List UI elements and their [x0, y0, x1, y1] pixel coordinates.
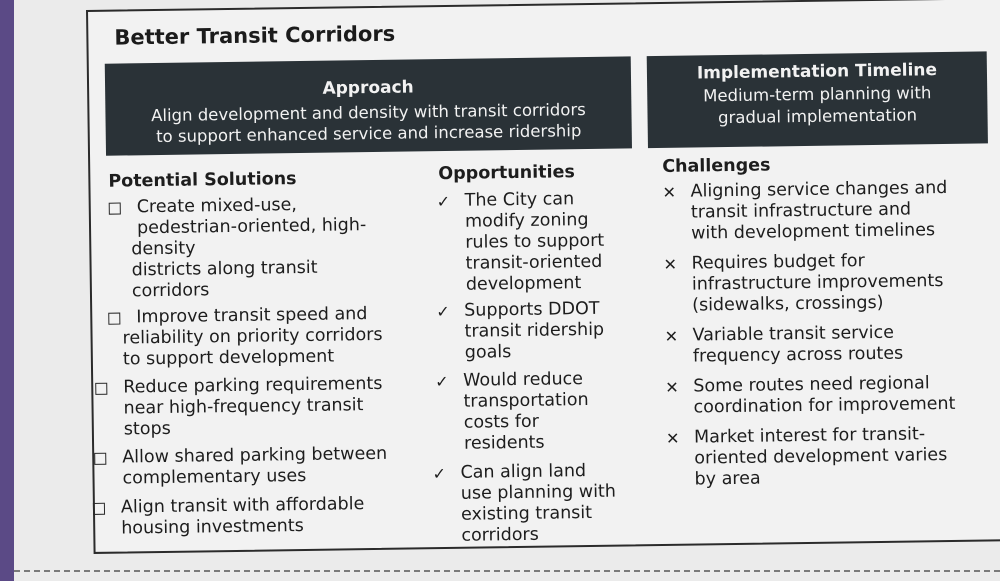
solution-line: districts along transit — [131, 257, 318, 281]
challenge-item — [662, 178, 983, 245]
checkbox-icon — [95, 383, 107, 395]
timeline-line: Medium-term planning with — [703, 83, 932, 106]
solution-line: Allow shared parking between — [122, 443, 388, 468]
opportunity-line: rules to support — [465, 230, 605, 253]
opportunities-heading: Opportunities — [438, 162, 575, 185]
opportunity-line: costs for — [463, 411, 539, 433]
challenge-line: Some routes need regional — [693, 373, 930, 397]
opportunity-item — [437, 188, 638, 296]
solution-line: corridors — [131, 280, 210, 302]
cross-icon: ✕ — [662, 182, 677, 202]
checkbox-icon — [109, 203, 121, 215]
challenge-item — [666, 423, 997, 491]
opportunity-line: corridors — [461, 524, 539, 546]
cross-icon: ✕ — [665, 428, 680, 448]
timeline-heading: Implementation Timeline — [696, 60, 938, 84]
opportunity-line: Supports DDOT — [464, 298, 600, 321]
solution-item — [109, 194, 410, 303]
solution-line: reliability on priority corridors — [122, 324, 383, 349]
checkbox-icon — [108, 313, 120, 325]
solution-line: near high-frequency transit — [123, 395, 364, 419]
challenge-item — [664, 321, 985, 367]
opportunity-line: The City can — [464, 189, 575, 211]
solution-line: density — [131, 238, 196, 260]
challenge-line: with development timelines — [691, 220, 936, 244]
challenge-item — [663, 249, 984, 316]
approach-line: to support enhanced service and increase ridership — [155, 121, 582, 147]
approach-line: Align development and density with transit corridors — [150, 100, 586, 126]
opportunity-line: transit-oriented — [465, 251, 603, 274]
challenges-heading: Challenges — [662, 155, 771, 177]
opportunity-line: transportation — [463, 390, 589, 412]
approach-text — [105, 98, 632, 147]
opportunity-line: development — [465, 273, 582, 295]
solution-item — [93, 493, 414, 539]
opportunity-line: Can align land — [460, 461, 587, 483]
opportunity-line: residents — [463, 432, 545, 454]
solution-line: stops — [123, 418, 171, 440]
timeline-text — [647, 81, 988, 130]
card-title: Better Transit Corridors — [114, 21, 396, 50]
opportunity-line: Would reduce — [463, 369, 584, 391]
check-icon: ✓ — [436, 191, 451, 212]
challenge-line: Variable transit service — [692, 322, 895, 346]
challenge-line: infrastructure improvements — [691, 271, 944, 295]
solution-item — [95, 373, 416, 440]
opportunity-line: existing transit — [460, 502, 593, 525]
approach-box — [105, 56, 632, 155]
opportunity-line: use planning with — [460, 481, 617, 504]
solution-line: Reduce parking requirements — [123, 373, 383, 398]
solution-line: to support development — [122, 346, 335, 370]
solution-line: pedestrian-oriented, high- — [136, 215, 367, 239]
solution-line: housing investments — [121, 516, 304, 539]
checkbox-icon — [93, 503, 105, 515]
timeline-line: gradual implementation — [717, 105, 918, 128]
approach-heading: Approach — [322, 77, 414, 99]
opportunity-item — [436, 298, 637, 364]
opportunity-item — [432, 460, 643, 547]
solution-item — [94, 443, 425, 490]
solution-line: Align transit with affordable — [120, 494, 365, 518]
dashed-divider — [14, 570, 1000, 572]
challenge-line: oriented development varies — [694, 445, 948, 469]
paper-sheet — [14, 0, 1000, 581]
challenge-line: Requires budget for — [691, 251, 865, 274]
opportunity-line: transit ridership — [464, 319, 605, 342]
opportunity-item — [435, 368, 636, 455]
solution-item — [108, 303, 429, 370]
cross-icon: ✕ — [665, 377, 679, 397]
solution-line: Create mixed-use, — [136, 195, 298, 218]
challenge-line: transit infrastructure and — [690, 199, 912, 223]
challenge-line: Aligning service changes and — [690, 177, 948, 202]
challenge-line: (sidewalks, crossings) — [692, 292, 884, 316]
checkbox-icon — [94, 453, 106, 465]
corridor-card — [86, 0, 1000, 554]
cross-icon: ✕ — [663, 254, 678, 274]
timeline-box — [647, 51, 988, 148]
check-icon: ✓ — [436, 301, 450, 322]
opportunity-line: goals — [464, 342, 512, 363]
check-icon: ✓ — [435, 371, 449, 392]
challenge-item — [665, 372, 996, 419]
check-icon: ✓ — [432, 464, 447, 484]
challenge-line: frequency across routes — [692, 343, 904, 367]
challenge-line: coordination for improvement — [693, 393, 956, 418]
cross-icon: ✕ — [664, 326, 679, 346]
solution-line: complementary uses — [122, 465, 307, 489]
challenge-line: by area — [694, 468, 761, 490]
solution-line: Improve transit speed and — [136, 304, 368, 328]
challenge-line: Market interest for transit- — [693, 424, 926, 448]
solutions-heading: Potential Solutions — [108, 169, 297, 192]
opportunity-line: modify zoning — [464, 210, 589, 232]
